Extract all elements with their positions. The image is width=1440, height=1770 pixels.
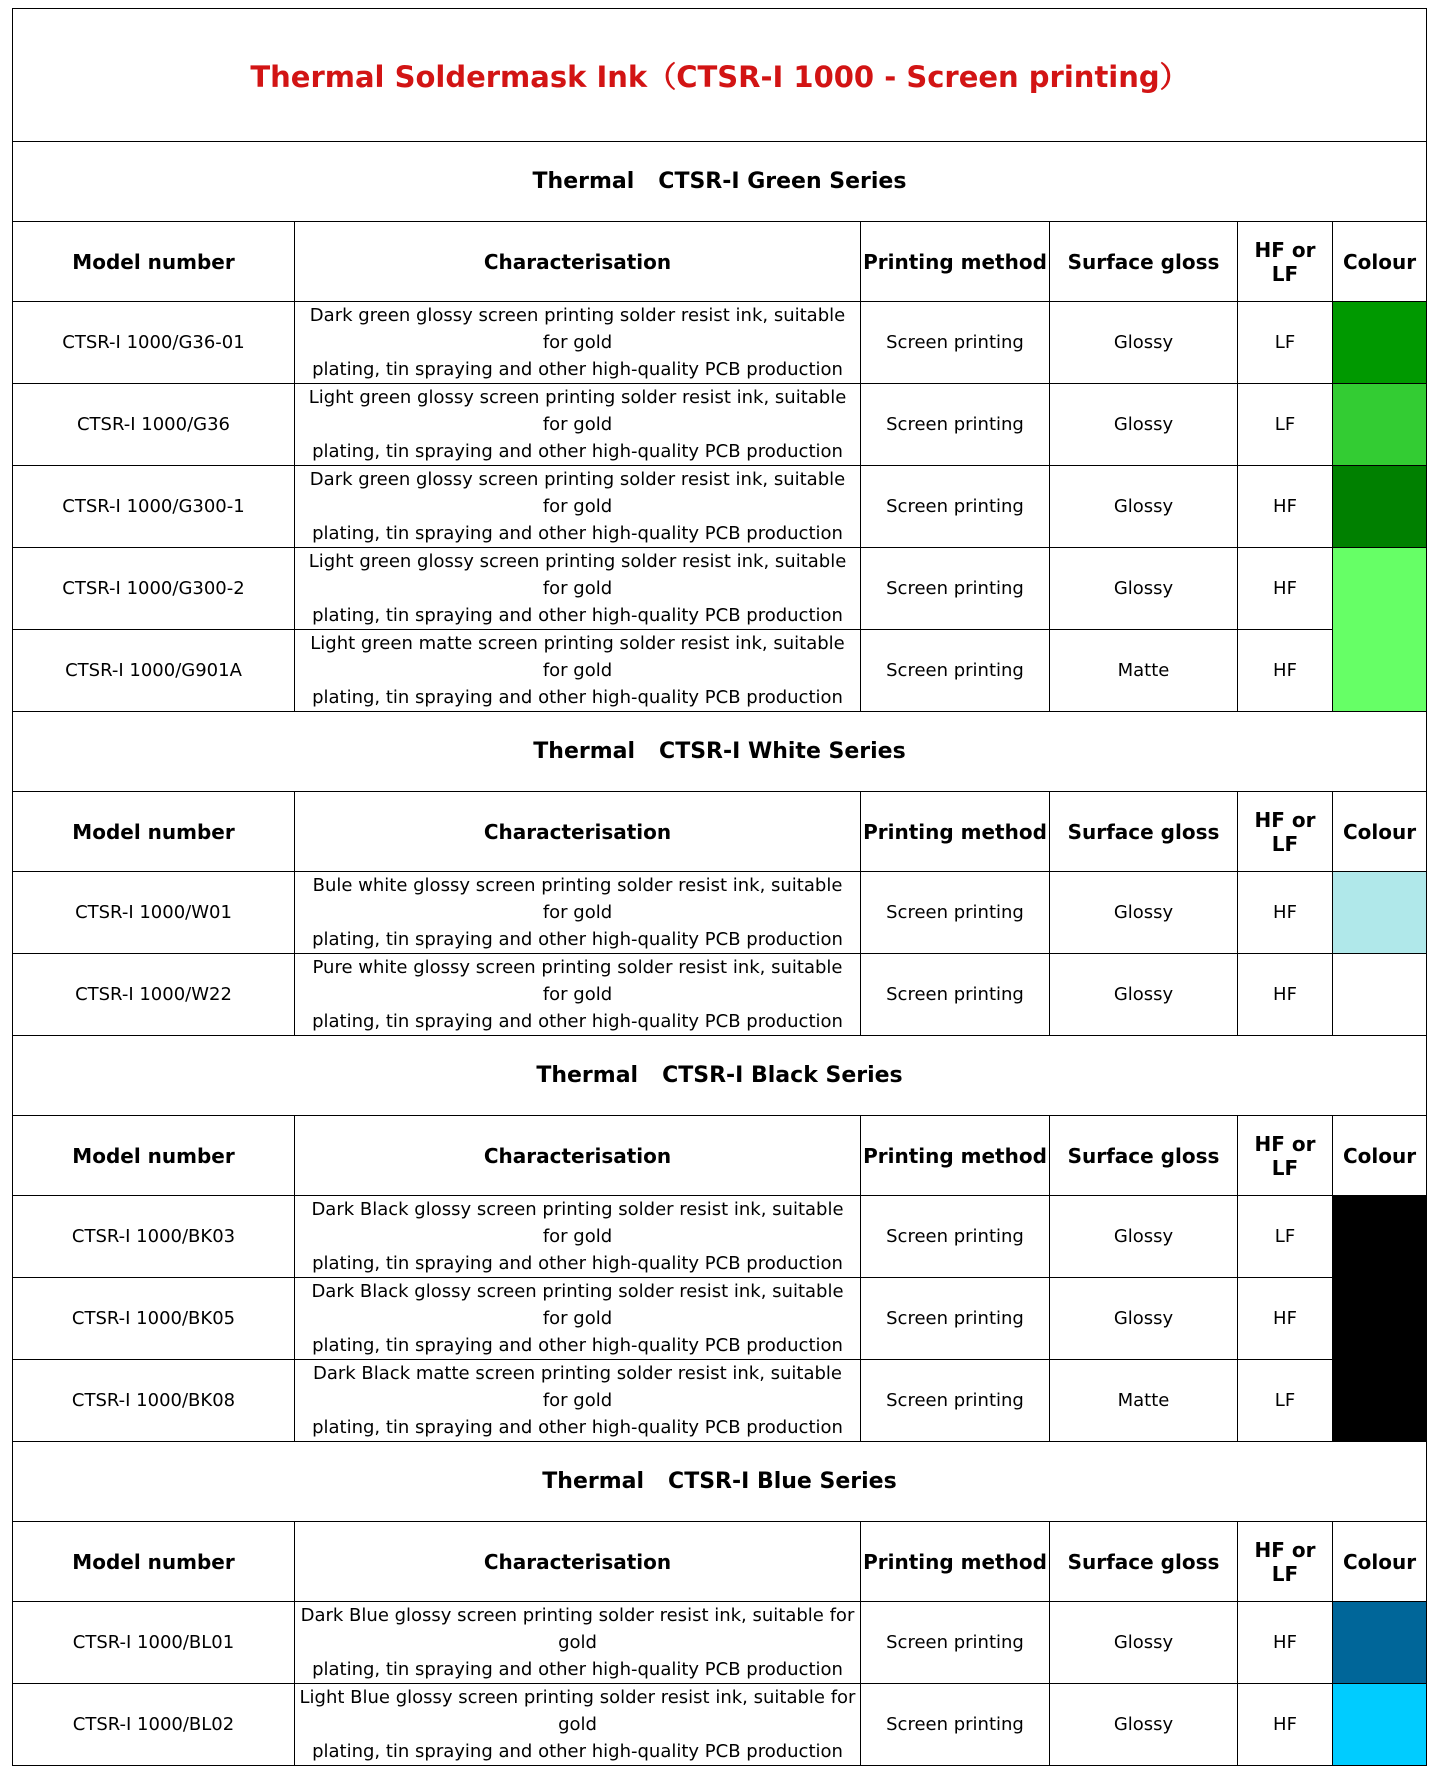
model-number-cell: CTSR-I 1000/BK03 xyxy=(13,1196,295,1278)
model-number-cell: CTSR-I 1000/W01 xyxy=(13,872,295,954)
series-title xyxy=(13,142,1427,222)
table-row xyxy=(13,630,1427,712)
model-number-cell: CTSR-I 1000/G300-2 xyxy=(13,548,295,630)
table-row xyxy=(13,466,1427,548)
surface-gloss-cell: Glossy xyxy=(1050,384,1238,466)
series-title-row xyxy=(13,142,1427,222)
model-number-cell: CTSR-I 1000/G901A xyxy=(13,630,295,712)
header-hf-or-lf: HF or LF xyxy=(1238,1116,1333,1196)
table-row xyxy=(13,1278,1427,1360)
series-name: CTSR-I Blue Series xyxy=(668,1469,897,1494)
colour-swatch xyxy=(1333,548,1427,630)
surface-gloss-cell: Glossy xyxy=(1050,466,1238,548)
colour-swatch xyxy=(1333,872,1427,954)
characterisation-line-1: Light green glossy screen printing solder resist ink, suitable for gold xyxy=(308,551,847,599)
header-hf-or-lf: HF or LF xyxy=(1238,222,1333,302)
series-title xyxy=(13,1036,1427,1116)
series-prefix: Thermal xyxy=(532,169,635,194)
header-characterisation: Characterisation xyxy=(295,1116,861,1196)
series-title-row xyxy=(13,712,1427,792)
header-surface-gloss: Surface gloss xyxy=(1050,1116,1238,1196)
header-surface-gloss: Surface gloss xyxy=(1050,222,1238,302)
hf-lf-cell: LF xyxy=(1238,302,1333,384)
characterisation-cell xyxy=(295,872,861,954)
surface-gloss-cell: Glossy xyxy=(1050,1196,1238,1278)
printing-method-cell: Screen printing xyxy=(861,548,1050,630)
hf-lf-cell: LF xyxy=(1238,384,1333,466)
surface-gloss-cell: Glossy xyxy=(1050,872,1238,954)
surface-gloss-cell: Matte xyxy=(1050,1360,1238,1442)
characterisation-line-2: plating, tin spraying and other high-quality PCB production xyxy=(312,1659,843,1680)
table-row xyxy=(13,1602,1427,1684)
colour-swatch xyxy=(1333,302,1427,384)
header-surface-gloss: Surface gloss xyxy=(1050,1522,1238,1602)
printing-method-cell: Screen printing xyxy=(861,1360,1050,1442)
model-number-cell: CTSR-I 1000/BK08 xyxy=(13,1360,295,1442)
printing-method-cell: Screen printing xyxy=(861,466,1050,548)
characterisation-line-2: plating, tin spraying and other high-quality PCB production xyxy=(312,359,843,380)
series-title xyxy=(13,712,1427,792)
table-row xyxy=(13,302,1427,384)
hf-lf-cell: HF xyxy=(1238,1684,1333,1766)
characterisation-line-1: Dark green glossy screen printing solder resist ink, suitable for gold xyxy=(309,305,846,353)
header-colour: Colour xyxy=(1333,1116,1427,1196)
series-name: CTSR-I Green Series xyxy=(658,169,907,194)
characterisation-line-2: plating, tin spraying and other high-quality PCB production xyxy=(312,441,843,462)
header-printing-method: Printing method xyxy=(861,222,1050,302)
series-prefix: Thermal xyxy=(536,1063,639,1088)
characterisation-line-2: plating, tin spraying and other high-quality PCB production xyxy=(312,1335,843,1356)
header-model-number: Model number xyxy=(13,792,295,872)
characterisation-line-2: plating, tin spraying and other high-quality PCB production xyxy=(312,1417,843,1438)
header-row xyxy=(13,1522,1427,1602)
model-number-cell: CTSR-I 1000/G36 xyxy=(13,384,295,466)
header-surface-gloss: Surface gloss xyxy=(1050,792,1238,872)
header-row xyxy=(13,1116,1427,1196)
characterisation-cell xyxy=(295,1360,861,1442)
page-title: Thermal Soldermask Ink（CTSR-I 1000 - Screen printing） xyxy=(13,9,1427,142)
series-name: CTSR-I White Series xyxy=(659,739,906,764)
hf-lf-cell: HF xyxy=(1238,466,1333,548)
printing-method-cell: Screen printing xyxy=(861,630,1050,712)
characterisation-cell xyxy=(295,1684,861,1766)
surface-gloss-cell: Glossy xyxy=(1050,954,1238,1036)
surface-gloss-cell: Glossy xyxy=(1050,302,1238,384)
header-colour: Colour xyxy=(1333,222,1427,302)
colour-swatch xyxy=(1333,1602,1427,1684)
series-prefix: Thermal xyxy=(542,1469,645,1494)
header-row xyxy=(13,792,1427,872)
table-row xyxy=(13,384,1427,466)
printing-method-cell: Screen printing xyxy=(861,384,1050,466)
printing-method-cell: Screen printing xyxy=(861,302,1050,384)
header-characterisation: Characterisation xyxy=(295,1522,861,1602)
series-prefix: Thermal xyxy=(533,739,636,764)
hf-lf-cell: HF xyxy=(1238,1602,1333,1684)
surface-gloss-cell: Matte xyxy=(1050,630,1238,712)
hf-lf-cell: LF xyxy=(1238,1196,1333,1278)
hf-lf-cell: LF xyxy=(1238,1360,1333,1442)
header-characterisation: Characterisation xyxy=(295,792,861,872)
characterisation-cell xyxy=(295,548,861,630)
hf-lf-cell: HF xyxy=(1238,630,1333,712)
colour-swatch xyxy=(1333,630,1427,712)
model-number-cell: CTSR-I 1000/BK05 xyxy=(13,1278,295,1360)
characterisation-cell xyxy=(295,1278,861,1360)
surface-gloss-cell: Glossy xyxy=(1050,548,1238,630)
header-row xyxy=(13,222,1427,302)
colour-swatch xyxy=(1333,384,1427,466)
model-number-cell: CTSR-I 1000/BL01 xyxy=(13,1602,295,1684)
characterisation-line-1: Dark Black glossy screen printing solder resist ink, suitable for gold xyxy=(311,1281,844,1329)
characterisation-cell xyxy=(295,630,861,712)
header-colour: Colour xyxy=(1333,792,1427,872)
printing-method-cell: Screen printing xyxy=(861,872,1050,954)
printing-method-cell: Screen printing xyxy=(861,1684,1050,1766)
characterisation-line-2: plating, tin spraying and other high-quality PCB production xyxy=(312,929,843,950)
model-number-cell: CTSR-I 1000/G300-1 xyxy=(13,466,295,548)
printing-method-cell: Screen printing xyxy=(861,1196,1050,1278)
header-hf-or-lf: HF or LF xyxy=(1238,1522,1333,1602)
characterisation-cell xyxy=(295,302,861,384)
table-row xyxy=(13,1684,1427,1766)
model-number-cell: CTSR-I 1000/G36-01 xyxy=(13,302,295,384)
header-printing-method: Printing method xyxy=(861,792,1050,872)
characterisation-line-2: plating, tin spraying and other high-quality PCB production xyxy=(312,605,843,626)
characterisation-line-1: Dark Black glossy screen printing solder resist ink, suitable for gold xyxy=(311,1199,844,1247)
colour-swatch xyxy=(1333,954,1427,1036)
table-row xyxy=(13,954,1427,1036)
characterisation-line-1: Light green glossy screen printing solder resist ink, suitable for gold xyxy=(308,387,847,435)
spec-sheet xyxy=(12,8,1426,1766)
printing-method-cell: Screen printing xyxy=(861,1278,1050,1360)
characterisation-cell xyxy=(295,1196,861,1278)
characterisation-line-1: Pure white glossy screen printing solder resist ink, suitable for gold xyxy=(312,957,843,1005)
surface-gloss-cell: Glossy xyxy=(1050,1684,1238,1766)
surface-gloss-cell: Glossy xyxy=(1050,1278,1238,1360)
header-hf-or-lf: HF or LF xyxy=(1238,792,1333,872)
characterisation-line-1: Light green matte screen printing solder resist ink, suitable for gold xyxy=(310,633,845,681)
characterisation-line-2: plating, tin spraying and other high-quality PCB production xyxy=(312,1253,843,1274)
hf-lf-cell: HF xyxy=(1238,548,1333,630)
characterisation-line-1: Dark green glossy screen printing solder resist ink, suitable for gold xyxy=(309,469,846,517)
characterisation-cell xyxy=(295,954,861,1036)
series-title xyxy=(13,1442,1427,1522)
colour-swatch xyxy=(1333,466,1427,548)
hf-lf-cell: HF xyxy=(1238,1278,1333,1360)
colour-swatch xyxy=(1333,1360,1427,1442)
characterisation-line-1: Dark Black matte screen printing solder resist ink, suitable for gold xyxy=(312,1363,843,1411)
model-number-cell: CTSR-I 1000/BL02 xyxy=(13,1684,295,1766)
printing-method-cell: Screen printing xyxy=(861,954,1050,1036)
ink-table xyxy=(12,8,1427,1766)
colour-swatch xyxy=(1333,1684,1427,1766)
series-name: CTSR-I Black Series xyxy=(662,1063,903,1088)
table-row xyxy=(13,1360,1427,1442)
characterisation-line-1: Bule white glossy screen printing solder resist ink, suitable for gold xyxy=(312,875,843,923)
characterisation-line-2: plating, tin spraying and other high-quality PCB production xyxy=(312,1011,843,1032)
colour-swatch xyxy=(1333,1278,1427,1360)
surface-gloss-cell: Glossy xyxy=(1050,1602,1238,1684)
printing-method-cell: Screen printing xyxy=(861,1602,1050,1684)
header-printing-method: Printing method xyxy=(861,1522,1050,1602)
characterisation-line-2: plating, tin spraying and other high-quality PCB production xyxy=(312,687,843,708)
table-row xyxy=(13,872,1427,954)
characterisation-line-1: Light Blue glossy screen printing solder resist ink, suitable for gold xyxy=(299,1687,856,1735)
series-title-row xyxy=(13,1036,1427,1116)
colour-swatch xyxy=(1333,1196,1427,1278)
characterisation-cell xyxy=(295,466,861,548)
hf-lf-cell: HF xyxy=(1238,954,1333,1036)
header-colour: Colour xyxy=(1333,1522,1427,1602)
series-title-row xyxy=(13,1442,1427,1522)
hf-lf-cell: HF xyxy=(1238,872,1333,954)
header-characterisation: Characterisation xyxy=(295,222,861,302)
characterisation-line-2: plating, tin spraying and other high-quality PCB production xyxy=(312,523,843,544)
table-row xyxy=(13,1196,1427,1278)
characterisation-line-2: plating, tin spraying and other high-quality PCB production xyxy=(312,1741,843,1762)
table-row xyxy=(13,548,1427,630)
characterisation-line-1: Dark Blue glossy screen printing solder resist ink, suitable for gold xyxy=(300,1605,855,1653)
characterisation-cell xyxy=(295,1602,861,1684)
header-model-number: Model number xyxy=(13,222,295,302)
characterisation-cell xyxy=(295,384,861,466)
header-model-number: Model number xyxy=(13,1116,295,1196)
header-model-number: Model number xyxy=(13,1522,295,1602)
header-printing-method: Printing method xyxy=(861,1116,1050,1196)
model-number-cell: CTSR-I 1000/W22 xyxy=(13,954,295,1036)
